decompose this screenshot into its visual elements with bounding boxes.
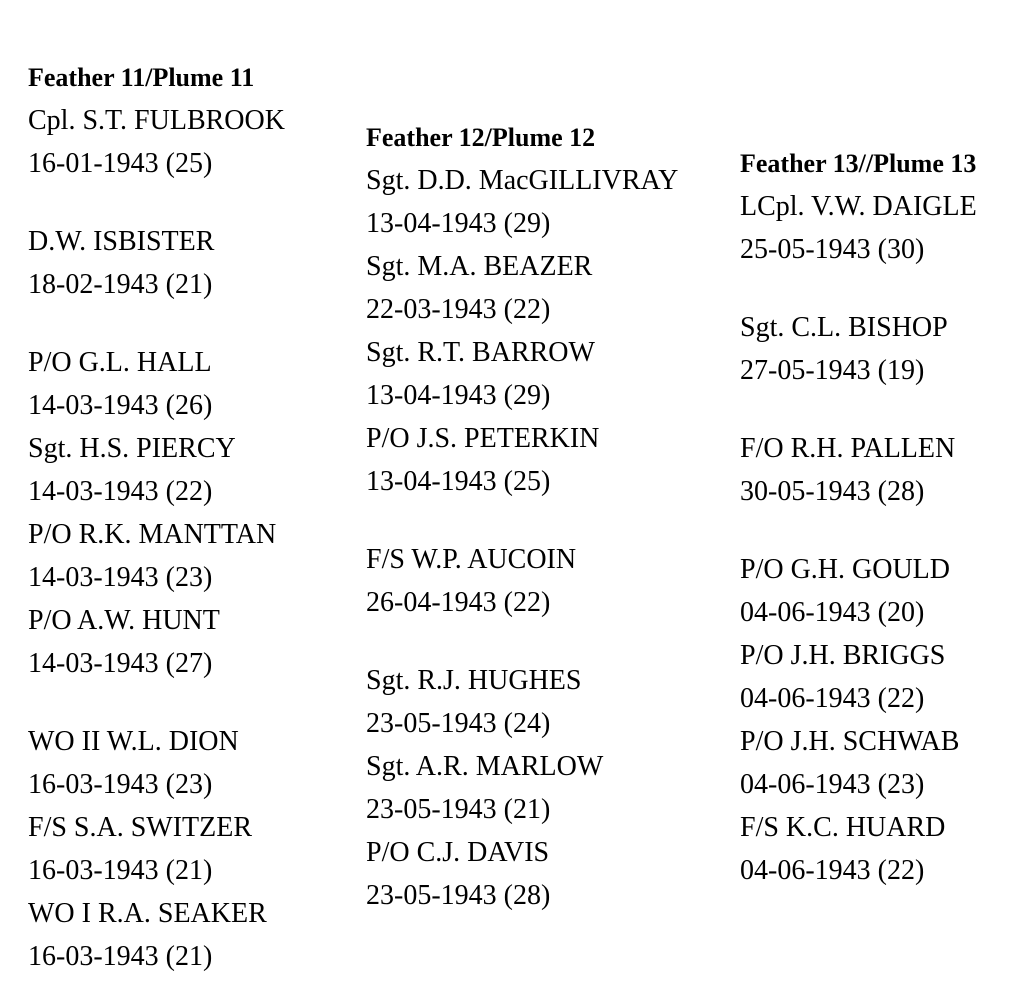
column-feather-13: [740, 142, 1028, 892]
entry-name: Sgt. R.T. BARROW: [366, 337, 595, 368]
entry-name: P/O C.J. DAVIS: [366, 837, 550, 868]
entry-name: Cpl. S.T. FULBROOK: [28, 105, 285, 136]
entry-date: 13-04-1943 (29): [366, 208, 551, 239]
entry-name: P/O J.S. PETERKIN: [366, 423, 600, 454]
entry-date: 26-04-1943 (22): [366, 587, 551, 618]
entry-date: 30-05-1943 (28): [740, 476, 925, 507]
entry-date: 14-03-1943 (22): [28, 476, 213, 507]
list-item: [28, 892, 348, 978]
entry-date: 25-05-1943 (30): [740, 234, 925, 265]
list-item: [28, 513, 348, 599]
entry-name: Sgt. C.L. BISHOP: [740, 312, 948, 343]
list-item: [740, 806, 1028, 892]
list-item: [28, 720, 348, 806]
entry-date: 14-03-1943 (26): [28, 390, 213, 421]
entry-name: F/S K.C. HUARD: [740, 812, 946, 843]
column-feather-12: [366, 116, 726, 917]
entry-name: P/O J.H. BRIGGS: [740, 640, 946, 671]
entry-name: D.W. ISBISTER: [28, 226, 215, 257]
entry-date: 16-03-1943 (23): [28, 769, 213, 800]
list-item: [366, 245, 726, 331]
entry-name: Sgt. R.J. HUGHES: [366, 665, 582, 696]
list-item: [740, 306, 1028, 392]
entry-name: F/S W.P. AUCOIN: [366, 544, 577, 575]
list-item: [740, 427, 1028, 513]
entry-date: 23-05-1943 (21): [366, 794, 551, 825]
list-item: [28, 806, 348, 892]
entry-date: 14-03-1943 (27): [28, 648, 213, 679]
entry-name: Sgt. M.A. BEAZER: [366, 251, 593, 282]
list-item: [28, 341, 348, 427]
entry-date: 27-05-1943 (19): [740, 355, 925, 386]
list-item: [28, 99, 348, 185]
entry-date: 04-06-1943 (20): [740, 597, 925, 628]
entry-name: WO II W.L. DION: [28, 726, 239, 757]
entry-date: 04-06-1943 (22): [740, 855, 925, 886]
list-item: [366, 159, 726, 245]
entry-date: 13-04-1943 (25): [366, 466, 551, 497]
entry-name: P/O G.H. GOULD: [740, 554, 950, 585]
entry-date: 16-01-1943 (25): [28, 148, 213, 179]
list-item: [740, 185, 1028, 271]
entry-name: P/O A.W. HUNT: [28, 605, 220, 636]
list-item: [28, 599, 348, 685]
entry-date: 18-02-1943 (21): [28, 269, 213, 300]
column-heading: Feather 12/Plume 12: [366, 123, 596, 152]
entry-name: F/O R.H. PALLEN: [740, 433, 956, 464]
entry-name: Sgt. H.S. PIERCY: [28, 433, 236, 464]
entry-name: Sgt. D.D. MacGILLIVRAY: [366, 165, 679, 196]
entry-date: 22-03-1943 (22): [366, 294, 551, 325]
list-item: [366, 417, 726, 503]
list-item: [740, 634, 1028, 720]
entry-name: Sgt. A.R. MARLOW: [366, 751, 604, 782]
entry-name: P/O R.K. MANTTAN: [28, 519, 277, 550]
list-item: [366, 659, 726, 745]
list-item: [740, 720, 1028, 806]
column-heading: Feather 11/Plume 11: [28, 63, 255, 92]
list-item: [28, 220, 348, 306]
list-item: [366, 745, 726, 831]
entry-date: 13-04-1943 (29): [366, 380, 551, 411]
entry-date: 14-03-1943 (23): [28, 562, 213, 593]
column-feather-11: [28, 56, 348, 978]
entry-date: 04-06-1943 (22): [740, 683, 925, 714]
list-item: [740, 548, 1028, 634]
entry-date: 23-05-1943 (24): [366, 708, 551, 739]
entry-date: 04-06-1943 (23): [740, 769, 925, 800]
entry-name: WO I R.A. SEAKER: [28, 898, 267, 929]
list-item: [366, 538, 726, 624]
list-item: [366, 831, 726, 917]
entry-name: P/O J.H. SCHWAB: [740, 726, 960, 757]
list-item: [28, 427, 348, 513]
entry-name: F/S S.A. SWITZER: [28, 812, 253, 843]
column-heading: Feather 13//Plume 13: [740, 149, 977, 178]
entry-date: 16-03-1943 (21): [28, 941, 213, 972]
entry-date: 16-03-1943 (21): [28, 855, 213, 886]
entry-date: 23-05-1943 (28): [366, 880, 551, 911]
list-item: [366, 331, 726, 417]
entry-name: P/O G.L. HALL: [28, 347, 212, 378]
entry-name: LCpl. V.W. DAIGLE: [740, 191, 977, 222]
